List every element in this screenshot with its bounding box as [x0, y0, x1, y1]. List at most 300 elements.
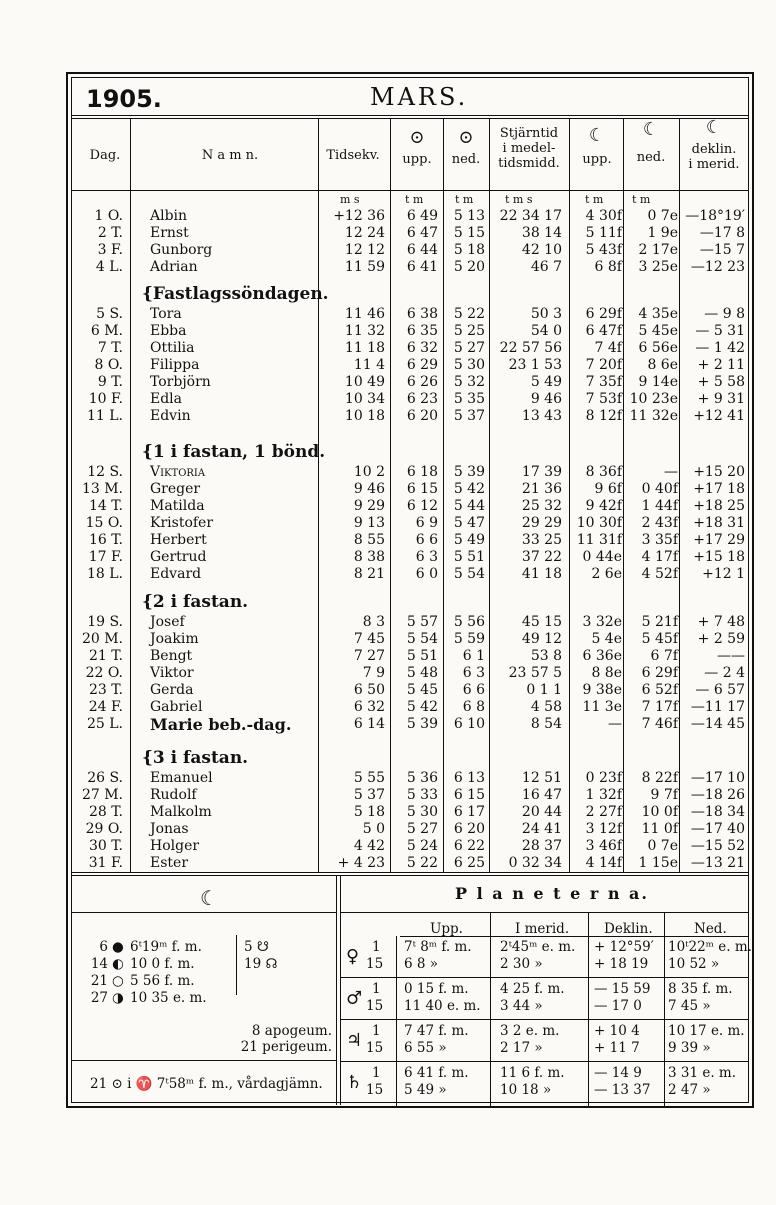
tidsekv-cell: 11 46	[344, 306, 385, 322]
stjarntid-cell: 33 25	[521, 532, 562, 548]
mane-upp-cell: 8 8e	[591, 665, 622, 681]
day-label: 15 O.	[85, 515, 123, 531]
sunday-title: {1 i fastan, 1 bönd.	[142, 442, 326, 462]
day-label: 18 L.	[86, 566, 123, 582]
planet-upp: 0 15 f. m.	[404, 981, 469, 997]
sol-upp-cell: 6 32	[406, 340, 438, 356]
mane-dekl-cell: —18°19′	[685, 208, 745, 224]
stjarntid-cell: 13 43	[521, 408, 562, 424]
tidsekv-cell: 8 38	[353, 549, 385, 565]
mane-upp-cell: 6 29f	[585, 306, 622, 322]
mane-ned-cell: 4 35e	[638, 306, 678, 322]
tidsekv-cell: 7 27	[353, 648, 385, 664]
moon-icon: ☾	[200, 886, 218, 910]
mane-ned-cell: 0 40f	[641, 481, 678, 497]
stjarntid-cell: 17 39	[521, 464, 562, 480]
mane-upp-cell: 4 30f	[585, 208, 622, 224]
sol-ned-cell: 5 42	[453, 481, 485, 497]
moon-node: 5 ☋	[244, 939, 269, 955]
moon-phase-icon: ●	[112, 939, 124, 955]
stjarntid-cell: 53 8	[530, 648, 562, 664]
day-label: 13 M.	[81, 481, 123, 497]
moon-set-icon: ☾	[642, 119, 660, 140]
mane-dekl-cell: — 1 42	[695, 340, 745, 356]
mane-dekl-cell: +12 41	[693, 408, 745, 424]
sol-upp-cell: 6 3	[415, 549, 438, 565]
day-row	[0, 532, 776, 549]
planet-ned: 9 39 »	[668, 1040, 711, 1056]
day-row	[0, 566, 776, 583]
stjarntid-cell: 49 12	[521, 631, 562, 647]
mane-upp-cell: 3 12f	[585, 821, 622, 837]
mane-ned-cell: 11 0f	[641, 821, 678, 837]
day-row	[0, 340, 776, 357]
mane-upp-cell: 3 32e	[582, 614, 622, 630]
year-title: 1905.	[86, 85, 162, 113]
tidsekv-cell: 8 3	[362, 614, 385, 630]
name-cell: Ebba	[150, 323, 187, 339]
day-row	[0, 242, 776, 259]
day-label: 19 S.	[87, 614, 123, 630]
day-row	[0, 464, 776, 481]
day-row	[0, 770, 776, 787]
moon-node: 19 ☊	[244, 956, 278, 972]
name-cell: Edvin	[150, 408, 191, 424]
tidsekv-cell: 12 24	[344, 225, 385, 241]
planets-hdr-upp: Upp.	[430, 921, 463, 937]
day-row	[0, 306, 776, 323]
mane-upp-cell: 2 27f	[585, 804, 622, 820]
mane-ned-cell: 2 17e	[638, 242, 678, 258]
name-cell: Gunborg	[150, 242, 213, 258]
divider	[72, 875, 748, 876]
day-label: 1 O.	[94, 208, 123, 224]
sol-ned-cell: 5 39	[453, 464, 485, 480]
sol-upp-cell: 6 6	[415, 532, 438, 548]
phase-day: 21	[90, 973, 108, 989]
tidsekv-cell: 12 12	[344, 242, 385, 258]
sol-ned-cell: 6 17	[453, 804, 485, 820]
mane-ned-cell: 1 15e	[638, 855, 678, 871]
mane-upp-cell: 5 43f	[585, 242, 622, 258]
day-label: 27 M.	[81, 787, 123, 803]
day-label: 6 M.	[90, 323, 123, 339]
planets-hdr-deklin: Deklin.	[604, 921, 653, 937]
sol-upp-cell: 6 49	[406, 208, 438, 224]
mane-upp-cell: 4 14f	[585, 855, 622, 871]
mane-upp-cell: 3 46f	[585, 838, 622, 854]
sol-ned-cell: 5 30	[453, 357, 485, 373]
sol-upp-cell: 5 36	[406, 770, 438, 786]
mane-dekl-cell: +15 18	[693, 549, 745, 565]
day-label: 14 T.	[89, 498, 123, 514]
sol-ned-cell: 5 59	[453, 631, 485, 647]
mane-ned-cell: 6 56e	[638, 340, 678, 356]
stjarntid-cell: 46 7	[530, 259, 562, 275]
sol-ned-cell: 6 25	[453, 855, 485, 871]
sol-upp-cell: 6 35	[406, 323, 438, 339]
name-cell: Tora	[150, 306, 182, 322]
sol-ned-cell: 5 49	[453, 532, 485, 548]
stjarntid-line3: tidsmidd.	[498, 156, 560, 171]
col-rule	[664, 912, 665, 1106]
sol-upp-cell: 6 15	[406, 481, 438, 497]
sol-ned-cell: 5 25	[453, 323, 485, 339]
tidsekv-cell: 11 18	[344, 340, 385, 356]
phase-time: 5 56 f. m.	[130, 973, 195, 989]
divider	[72, 912, 336, 913]
sol-upp-cell: 6 20	[406, 408, 438, 424]
day-label: 29 O.	[85, 821, 123, 837]
col-rule	[236, 935, 237, 995]
stjarntid-cell: 25 32	[521, 498, 562, 514]
mane-ned-cell: —	[664, 464, 678, 480]
planet-ned: 3 31 e. m.	[668, 1065, 737, 1081]
stjarntid-cell: 22 57 56	[499, 340, 562, 356]
day-label: 24 F.	[88, 699, 123, 715]
divider	[72, 190, 748, 191]
mane-ned-cell: 3 25e	[638, 259, 678, 275]
stjarntid-cell: 22 34 17	[499, 208, 562, 224]
mane-dekl-cell: —14 45	[690, 716, 745, 732]
mane-upp-cell: 5 11f	[585, 225, 622, 241]
sol-upp-cell: 5 39	[406, 716, 438, 732]
mane-upp-cell: 9 42f	[585, 498, 622, 514]
planet-day: 15	[366, 1040, 384, 1056]
sol-upp-cell: 5 27	[406, 821, 438, 837]
planet-merid: 11 6 f. m.	[500, 1065, 565, 1081]
divider	[340, 977, 748, 978]
stjarntid-cell: 16 47	[521, 787, 562, 803]
mane-ned-cell: 4 52f	[641, 566, 678, 582]
sol-upp-cell: 6 29	[406, 357, 438, 373]
sol-ned-cell: 5 35	[453, 391, 485, 407]
moon-phase-icon: ○	[112, 973, 124, 989]
divider	[340, 1019, 748, 1020]
mane-ned-cell: 5 45f	[641, 631, 678, 647]
name-cell: Rudolf	[150, 787, 197, 803]
mane-ned-cell: 6 52f	[641, 682, 678, 698]
planet-merid: 3 2 e. m.	[500, 1023, 560, 1039]
mane-ned-cell: 8 22f	[641, 770, 678, 786]
planet-ned: 7 45 »	[668, 998, 711, 1014]
col-namn: N a m n.	[201, 148, 259, 163]
sun-rise-icon: ⊙	[409, 127, 425, 148]
sol-ned-cell: 6 20	[453, 821, 485, 837]
moon-phase-icon: ◐	[112, 956, 124, 972]
day-row	[0, 391, 776, 408]
month-title: MARS.	[370, 83, 469, 111]
name-cell: Ernst	[150, 225, 189, 241]
stjarntid-line2: i medel-	[502, 141, 556, 156]
mane-ned-cell: 7 46f	[641, 716, 678, 732]
day-row	[0, 804, 776, 821]
sol-upp-cell: 5 48	[406, 665, 438, 681]
sol-upp-cell: 5 54	[406, 631, 438, 647]
mane-ned-cell: 0 7e	[647, 838, 678, 854]
sol-upp-cell: 6 12	[406, 498, 438, 514]
stjarntid-cell: 21 36	[521, 481, 562, 497]
planet-ned: 8 35 f. m.	[668, 981, 733, 997]
day-label: 2 T.	[97, 225, 123, 241]
name-cell: Albin	[150, 208, 188, 224]
mane-dekl-cell: +12 1	[702, 566, 745, 582]
divider	[72, 872, 748, 873]
stjarntid-cell: 41 18	[521, 566, 562, 582]
stjarntid-cell: 5 49	[530, 374, 562, 390]
phase-day: 14	[90, 956, 108, 972]
planet-upp: 6 8 »	[404, 956, 439, 972]
moon-dekl-icon: ☾	[705, 117, 723, 138]
name-cell: Herbert	[150, 532, 207, 548]
tidsekv-cell: 8 55	[353, 532, 385, 548]
sunday-title: {3 i fastan.	[142, 748, 249, 768]
tidsekv-cell: 5 37	[353, 787, 385, 803]
mane-upp-cell: —	[608, 716, 622, 732]
planet-merid: 2 17 »	[500, 1040, 543, 1056]
name-cell: Josef	[150, 614, 185, 630]
tidsekv-cell: 7 9	[362, 665, 385, 681]
planet-ned: 10 52 »	[668, 956, 720, 972]
divider	[72, 1060, 336, 1061]
planet-deklin: — 14 9	[594, 1065, 642, 1081]
sol-ned-cell: 5 51	[453, 549, 485, 565]
planet-ned: 2 47 »	[668, 1082, 711, 1098]
mane-ned-cell: 1 9e	[647, 225, 678, 241]
name-cell: Holger	[150, 838, 200, 854]
mane-upp-cell: 2 6e	[591, 566, 622, 582]
day-label: 11 L.	[86, 408, 123, 424]
day-row	[0, 323, 776, 340]
tidsekv-cell: 5 0	[362, 821, 385, 837]
day-row	[0, 374, 776, 391]
mane-ned-cell: 2 43f	[641, 515, 678, 531]
sol-ned-cell: 6 13	[453, 770, 485, 786]
tidsekv-cell: 9 46	[353, 481, 385, 497]
col-sol-ned: ned.	[451, 152, 481, 167]
stjarntid-cell: 20 44	[521, 804, 562, 820]
mane-dekl-cell: + 5 58	[697, 374, 745, 390]
planet-day: 15	[366, 956, 384, 972]
mane-upp-cell: 11 31f	[576, 532, 622, 548]
name-cell: Gabriel	[150, 699, 203, 715]
day-row	[0, 631, 776, 648]
stjarntid-cell: 23 1 53	[508, 357, 562, 373]
day-label: 7 T.	[97, 340, 123, 356]
mane-ned-cell: 9 14e	[638, 374, 678, 390]
stjarntid-cell: 37 22	[521, 549, 562, 565]
tidsekv-cell: 5 55	[353, 770, 385, 786]
tidsekv-cell: 9 13	[353, 515, 385, 531]
planet-day: 1	[372, 1023, 381, 1039]
mane-upp-cell: 0 44e	[582, 549, 622, 565]
day-row	[0, 838, 776, 855]
mane-upp-cell: 11 3e	[582, 699, 622, 715]
stjarntid-cell: 50 3	[530, 306, 562, 322]
col-mane-upp: upp.	[582, 152, 612, 167]
planet-day: 15	[366, 1082, 384, 1098]
sunday-title: {Fastlagssöndagen.	[142, 284, 329, 304]
planet-deklin: — 13 37	[594, 1082, 651, 1098]
stjarntid-cell: 38 14	[521, 225, 562, 241]
mane-ned-cell: 9 7f	[650, 787, 678, 803]
planets-hdr-merid: I merid.	[515, 921, 570, 937]
sol-ned-cell: 5 22	[453, 306, 485, 322]
sol-upp-cell: 6 41	[406, 259, 438, 275]
col-mane-dekl	[680, 142, 748, 172]
stjarntid-cell: 54 0	[530, 323, 562, 339]
divider	[340, 912, 748, 913]
mane-upp-cell: 9 6f	[594, 481, 622, 497]
day-row	[0, 821, 776, 838]
day-row	[0, 699, 776, 716]
col-rule	[588, 912, 589, 1106]
name-cell: Viktor	[150, 665, 194, 681]
stjarntid-cell: 9 46	[530, 391, 562, 407]
moon-rise-icon: ☾	[588, 125, 606, 146]
tidsekv-cell: 11 4	[353, 357, 385, 373]
day-label: 4 L.	[95, 259, 123, 275]
moon-phase-icon: ◑	[112, 990, 124, 1006]
planet-deklin: + 11 7	[594, 1040, 640, 1056]
stjarntid-cell: 29 29	[521, 515, 562, 531]
stjarntid-cell: 0 32 34	[508, 855, 562, 871]
phase-time: 10 0 f. m.	[130, 956, 195, 972]
name-cell: Jonas	[150, 821, 189, 837]
stjarntid-cell: 0 1 1	[526, 682, 562, 698]
mane-ned-cell: 7 17f	[641, 699, 678, 715]
mane-ned-cell: 6 29f	[641, 665, 678, 681]
mane-upp-cell: 7 4f	[594, 340, 622, 356]
mane-dekl-cell: ——	[717, 648, 745, 664]
col-rule	[340, 875, 341, 1105]
day-label: 5 S.	[96, 306, 123, 322]
planet-icon: ♂	[346, 988, 363, 1009]
name-cell: Gertrud	[150, 549, 207, 565]
mane-upp-cell: 9 38e	[582, 682, 622, 698]
planet-merid: 10 18 »	[500, 1082, 552, 1098]
sol-ned-cell: 6 22	[453, 838, 485, 854]
tidsekv-cell: 5 18	[353, 804, 385, 820]
planet-ned: 10 17 e. m.	[668, 1023, 745, 1039]
planet-upp: 6 55 »	[404, 1040, 447, 1056]
sol-ned-cell: 5 18	[453, 242, 485, 258]
tidsekv-cell: 10 49	[344, 374, 385, 390]
mane-ned-cell: 5 45e	[638, 323, 678, 339]
sol-ned-cell: 6 8	[462, 699, 485, 715]
planet-upp: 7 47 f. m.	[404, 1023, 469, 1039]
day-label: 26 S.	[87, 770, 123, 786]
day-label: 8 O.	[94, 357, 123, 373]
planet-icon: ♃	[346, 1030, 363, 1051]
sol-ned-cell: 5 47	[453, 515, 485, 531]
stjarntid-cell: 23 57 5	[508, 665, 562, 681]
tidsekv-cell: 9 29	[353, 498, 385, 514]
name-cell: Kristofer	[150, 515, 214, 531]
mane-upp-cell: 6 36e	[582, 648, 622, 664]
stjarntid-cell: 28 37	[521, 838, 562, 854]
unit-stjarn: t m s	[505, 193, 533, 206]
day-label: 28 T.	[89, 804, 123, 820]
mane-dekl-cell: —17 10	[690, 770, 745, 786]
sol-upp-cell: 5 51	[406, 648, 438, 664]
mane-dekl-cell: — 2 4	[704, 665, 745, 681]
planet-deklin: — 15 59	[594, 981, 651, 997]
tidsekv-cell: 10 34	[344, 391, 385, 407]
name-cell: Joakim	[150, 631, 199, 647]
sol-ned-cell: 5 56	[453, 614, 485, 630]
day-label: 17 F.	[88, 549, 123, 565]
day-label: 22 O.	[85, 665, 123, 681]
mane-dekl-cell: + 2 59	[697, 631, 745, 647]
day-label: 16 T.	[89, 532, 123, 548]
planet-deklin: + 18 19	[594, 956, 649, 972]
sol-ned-cell: 5 54	[453, 566, 485, 582]
day-label: 10 F.	[88, 391, 123, 407]
planet-day: 1	[372, 939, 381, 955]
stjarntid-cell: 42 10	[521, 242, 562, 258]
day-row	[0, 549, 776, 566]
sol-upp-cell: 5 30	[406, 804, 438, 820]
day-row	[0, 481, 776, 498]
day-row	[0, 855, 776, 872]
stjarntid-cell: 8 54	[530, 716, 562, 732]
day-row	[0, 208, 776, 225]
planet-merid: 2 30 »	[500, 956, 543, 972]
sol-upp-cell: 5 45	[406, 682, 438, 698]
day-row	[0, 787, 776, 804]
mane-dekl-cell: — 6 57	[695, 682, 745, 698]
mane-upp-cell: 8 12f	[585, 408, 622, 424]
planet-ned: 10ᵗ22ᵐ e. m.	[668, 939, 752, 955]
apogeum: 8 apogeum.	[251, 1023, 332, 1039]
name-cell: Edla	[150, 391, 183, 407]
mane-ned-cell: 5 21f	[641, 614, 678, 630]
col-mane-ned: ned.	[636, 150, 666, 165]
tidsekv-cell: +12 36	[333, 208, 385, 224]
sol-ned-cell: 6 15	[453, 787, 485, 803]
unit-sol-ned: t m	[455, 193, 474, 206]
mane-dekl-cell: —18 34	[690, 804, 745, 820]
sol-ned-cell: 5 27	[453, 340, 485, 356]
sunday-title: {2 i fastan.	[142, 592, 249, 612]
phase-day: 27	[90, 990, 108, 1006]
mane-upp-cell: 7 20f	[585, 357, 622, 373]
mane-dekl-cell: +17 29	[693, 532, 745, 548]
sun-set-icon: ⊙	[458, 127, 474, 148]
day-row	[0, 682, 776, 699]
unit-mane-upp: t m	[585, 193, 604, 206]
sol-ned-cell: 6 3	[462, 665, 485, 681]
mane-dekl-cell: + 7 48	[697, 614, 745, 630]
sol-upp-cell: 6 44	[406, 242, 438, 258]
day-row	[0, 648, 776, 665]
name-cell: Emanuel	[150, 770, 213, 786]
sol-ned-cell: 6 6	[462, 682, 485, 698]
sol-upp-cell: 6 38	[406, 306, 438, 322]
name-cell: Ester	[150, 855, 189, 871]
sol-upp-cell: 6 18	[406, 464, 438, 480]
tidsekv-cell: 10 18	[344, 408, 385, 424]
mane-dekl-cell: —17 40	[690, 821, 745, 837]
sol-ned-cell: 5 32	[453, 374, 485, 390]
mane-dekl-cell: — 9 8	[704, 306, 745, 322]
day-label: 3 F.	[97, 242, 123, 258]
stjarntid-cell: 12 51	[521, 770, 562, 786]
tidsekv-cell: 11 32	[344, 323, 385, 339]
stjarntid-cell: 45 15	[521, 614, 562, 630]
col-rule	[336, 875, 337, 1105]
